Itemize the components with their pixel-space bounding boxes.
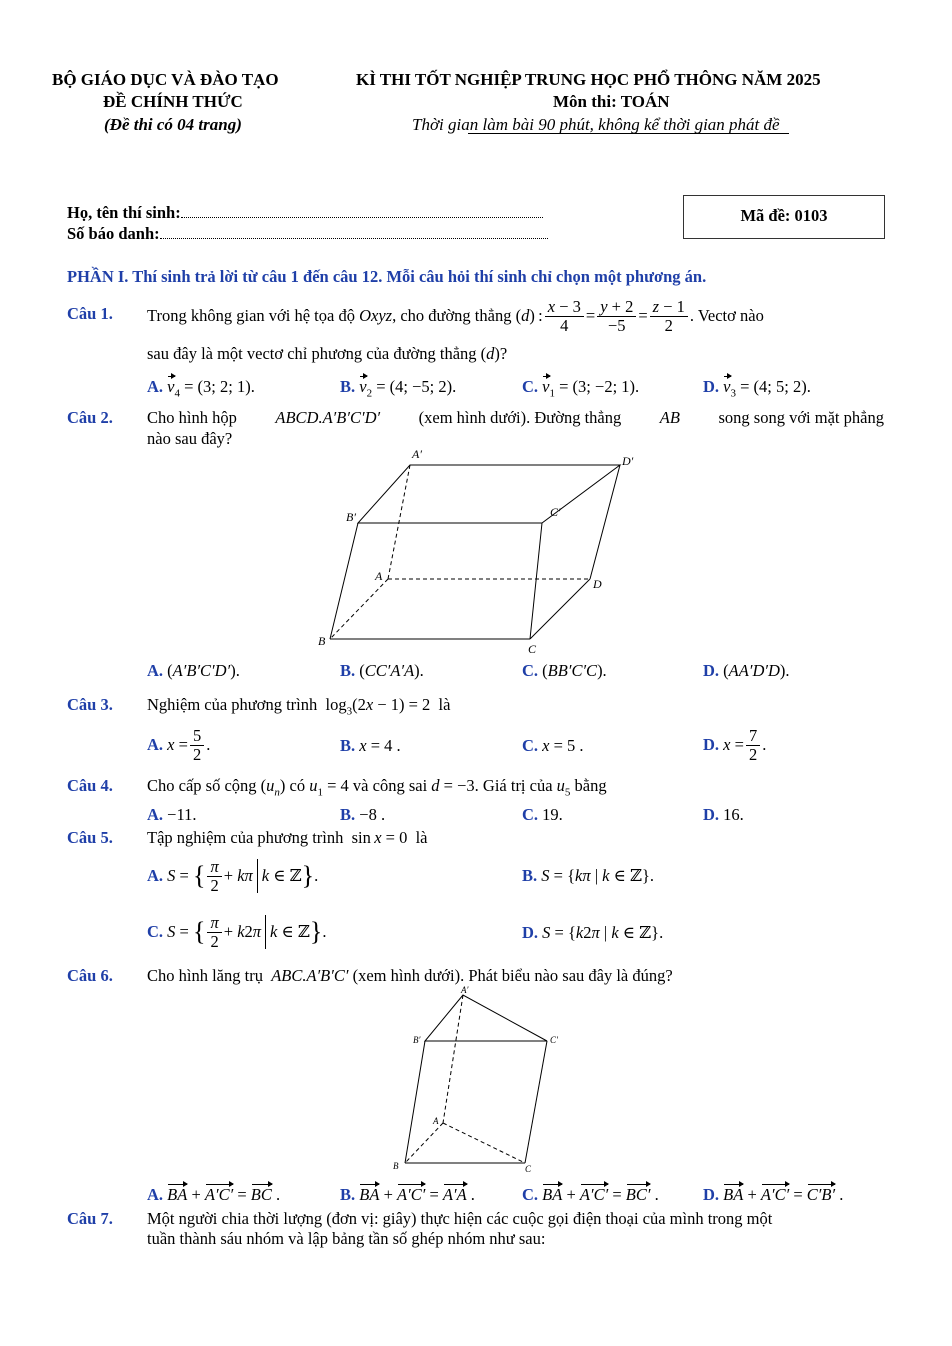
q1-option-a[interactable]: A. $v_4 = (3$; 2; 1). <box>147 377 255 400</box>
page-count: (Đề thi có 04 trang) <box>104 115 242 134</box>
q4-b-letter: B. <box>340 805 356 824</box>
q2-a-letter: A. <box>147 661 164 680</box>
candidate-id-label: Số báo danh: <box>67 224 160 243</box>
top-face <box>358 465 620 523</box>
q2-text-c: song song với mặt phẳng <box>718 408 884 427</box>
q6-d-letter: D. <box>703 1185 720 1204</box>
q1-option-d[interactable]: D. $v_3 = (4$; 5; 2). <box>703 377 811 400</box>
q6-label: Câu 6. <box>67 966 113 985</box>
header-underline <box>468 133 789 134</box>
prism-label-a1: A′ <box>461 985 469 995</box>
q3-c-letter: C. <box>522 736 539 755</box>
candidate-name-label: Họ, tên thí sinh: <box>67 203 181 222</box>
part1-title: PHẦN I. Thí sinh trả lời từ câu 1 đến câu 12. Mỗi câu hỏi thí sinh chỉ chọn một phương án. <box>67 267 707 286</box>
q4-stem: Cho cấp số cộng $(u_n)$ có $u_1 = 4$ và công sai d = −3. Giá trị của $u_5$ bằng <box>147 776 607 799</box>
q5-text-a: Tập nghiệm của phương trình <box>147 828 344 847</box>
q4-label: Câu 4. <box>67 776 113 795</box>
time-note: Thời gian làm bài 90 phút, không kể thời gian phát đề <box>412 115 780 134</box>
edge-aa-hidden <box>388 465 410 579</box>
edge-cc <box>530 523 542 639</box>
q4-option-a[interactable] <box>147 805 197 825</box>
q2-option-a[interactable]: A. (A′B′C′D′). <box>147 661 240 680</box>
label-c1: C′ <box>550 505 561 519</box>
candidate-id-row <box>67 224 548 244</box>
ministry-name: BỘ GIÁO DỤC VÀ ĐÀO TẠO <box>52 70 279 89</box>
official-label: ĐỀ CHÍNH THỨC <box>103 92 243 111</box>
label-c: C <box>528 642 537 656</box>
exam-code-box <box>683 195 885 239</box>
q2-option-b[interactable]: B. (CC′A′A). <box>340 661 424 680</box>
label-d: D <box>593 577 602 591</box>
q2-option-d[interactable]: D. (AA′D′D). <box>703 661 790 680</box>
q1-b-letter: B. <box>340 377 356 396</box>
q4-a-value: −11. <box>167 805 197 824</box>
q3-option-b[interactable]: B. x = 4 . <box>340 736 401 755</box>
q3-label: Câu 3. <box>67 695 113 714</box>
q3-option-c[interactable]: C. x = 5 . <box>522 736 584 755</box>
q2-stem: Cho hình hộp ABCD.A′B′C′D′ (xem hình dưới). Đường thẳng AB song song với mặt phẳng <box>147 408 884 427</box>
q4-text-e: bằng <box>574 776 607 795</box>
edge-bb <box>330 523 358 639</box>
q2-b-letter: B. <box>340 661 356 680</box>
q6-option-c[interactable]: C. BA + A′C′ = BC′ . <box>522 1185 659 1204</box>
q2-text-a: Cho hình hộp <box>147 408 237 427</box>
id-dots <box>160 226 548 239</box>
q1-text-a: Trong không gian với hệ tọa độ <box>147 306 355 325</box>
q5-b-letter: B. <box>522 866 538 885</box>
name-dots <box>181 205 543 218</box>
q4-text-b: có <box>289 776 306 795</box>
q4-text-d: . Giá trị của <box>474 776 553 795</box>
q2-label: Câu 2. <box>67 408 113 427</box>
prism-edge-aa <box>443 995 463 1123</box>
q3-b-letter: B. <box>340 736 356 755</box>
q1-option-b[interactable]: B. $v_2 = (4$; −5; 2). <box>340 377 457 400</box>
q4-d-letter: D. <box>703 805 720 824</box>
q1-d-letter: D. <box>703 377 720 396</box>
q3-stem: Nghiệm của phương trình $\log_3(2x - 1) = 2$ là <box>147 695 451 718</box>
exam-title: KÌ THI TỐT NGHIỆP TRUNG HỌC PHỔ THÔNG NĂM 2025 <box>356 70 821 89</box>
q6-stem: Cho hình lăng trụ ABC.A′B′C′ (xem hình dưới). Phát biểu nào sau đây là đúng? <box>147 966 673 985</box>
prism-top <box>425 995 547 1041</box>
q7-text-a: Một người chia thời lượng (đơn vị: giây) thực hiện các cuộc gọi điện thoại của mình trong một <box>147 1209 773 1228</box>
q1-stem: Trong không gian với hệ tọa độ Oxyz , cho đường thẳng ( d ) : $\frac{x - 3}{4}$ = $\frac{y + 2}{-5}$ = $\frac{z - 1}{2}$ . Vectơ nào <box>147 297 764 335</box>
q6-text-b: (xem hình dưới). Phát biểu nào sau đây là đúng? <box>352 966 673 985</box>
q4-d-value: 16. <box>723 805 744 824</box>
q7-text-b: tuần thành sáu nhóm và lập bảng tần số ghép nhóm như sau: <box>147 1229 546 1248</box>
q1-label: Câu 1. <box>67 304 113 323</box>
q4-text-a: Cho cấp số cộng <box>147 776 257 795</box>
parallelepiped-figure <box>300 445 645 657</box>
q3-d-letter: D. <box>703 735 720 754</box>
q4-option-b[interactable] <box>340 805 385 825</box>
q6-option-a[interactable]: A. BA + A′C′ = BC . <box>147 1185 281 1204</box>
label-a: A <box>375 569 383 583</box>
q1-text-b: , cho đường thẳng <box>392 306 512 325</box>
q3-option-a[interactable]: A. x = $\frac{5}{2}$ . <box>147 726 211 764</box>
q3-text-a: Nghiệm của phương trình <box>147 695 318 714</box>
label-d1: D′ <box>622 454 634 468</box>
q3-text-b: là <box>438 695 451 714</box>
prism-label-c: C <box>525 1164 532 1174</box>
q4-c-value: 19. <box>542 805 563 824</box>
prism-label-a: A <box>433 1116 439 1126</box>
edge-ab-hidden <box>330 579 388 639</box>
q6-b-letter: B. <box>340 1185 356 1204</box>
q3-a-letter: A. <box>147 735 164 754</box>
q5-d-letter: D. <box>522 923 539 942</box>
q5-option-c[interactable]: C. S = { $\frac{\pi}{2}$ + k 2 π k ∈ ℤ } . <box>147 913 327 951</box>
q2-option-c[interactable]: C. (BB′C′C). <box>522 661 607 680</box>
prism-edge-cc <box>525 1041 547 1163</box>
q4-a-letter: A. <box>147 805 164 824</box>
q1-stem-2: sau đây là một vectơ chỉ phương của đường thẳng (d)? <box>147 344 508 363</box>
q4-b-value: −8 . <box>359 805 386 824</box>
q6-text-a: Cho hình lăng trụ <box>147 966 263 985</box>
q1-a-letter: A. <box>147 377 164 396</box>
q6-option-d[interactable]: D. BA + A′C′ = C′B′ . <box>703 1185 844 1204</box>
q5-c-letter: C. <box>147 922 164 941</box>
q3-option-d[interactable]: D. x = $\frac{7}{2}$ . <box>703 726 767 764</box>
q1-c-letter: C. <box>522 377 539 396</box>
prism-label-b1: B′ <box>413 1035 421 1045</box>
q5-option-d[interactable]: D. S = {k2π | k ∈ ℤ}. <box>522 923 664 942</box>
q6-a-letter: A. <box>147 1185 164 1204</box>
q5-label: Câu 5. <box>67 828 113 847</box>
q2-c-letter: C. <box>522 661 539 680</box>
subject-label: Môn thi: TOÁN <box>553 92 670 111</box>
q1-option-c[interactable]: C. $v_1 = (3$; −2; 1). <box>522 377 640 400</box>
q4-option-c[interactable] <box>522 805 563 825</box>
edge-dd <box>590 465 620 579</box>
q6-c-letter: C. <box>522 1185 539 1204</box>
edge-cd <box>530 579 590 639</box>
prism-label-b: B <box>393 1161 399 1171</box>
q4-c-letter: C. <box>522 805 539 824</box>
prism-figure <box>385 985 570 1175</box>
q4-text-c: và công sai <box>352 776 428 795</box>
prism-edge-ac <box>443 1123 525 1163</box>
q7-label: Câu 7. <box>67 1209 113 1228</box>
q1-text-c: . Vectơ nào <box>689 306 764 325</box>
q5-stem: Tập nghiệm của phương trình sin x = 0 là <box>147 828 428 847</box>
q2-text-d: nào sau đây? <box>147 429 233 448</box>
label-b: B <box>318 634 326 648</box>
q2-d-letter: D. <box>703 661 720 680</box>
label-a1: A′ <box>412 447 422 461</box>
q5-option-b[interactable]: B. S = {kπ | k ∈ ℤ}. <box>522 866 655 885</box>
q1-text-d: sau đây là một vectơ chỉ phương của đường thẳng <box>147 344 477 363</box>
candidate-name-row <box>67 203 543 223</box>
q2-text-b: (xem hình dưới). Đường thẳng <box>418 408 622 427</box>
q6-option-b[interactable]: B. BA + A′C′ = A′A . <box>340 1185 475 1204</box>
q5-a-letter: A. <box>147 866 164 885</box>
q5-text-b: là <box>415 828 428 847</box>
prism-label-c1: C′ <box>550 1035 558 1045</box>
q5-option-a[interactable]: A. S = { $\frac{\pi}{2}$ + kπ k ∈ ℤ } . <box>147 857 319 895</box>
label-b1: B′ <box>346 510 356 524</box>
q4-option-d[interactable] <box>703 805 744 825</box>
exam-code: Mã đề: 0103 <box>740 206 828 225</box>
